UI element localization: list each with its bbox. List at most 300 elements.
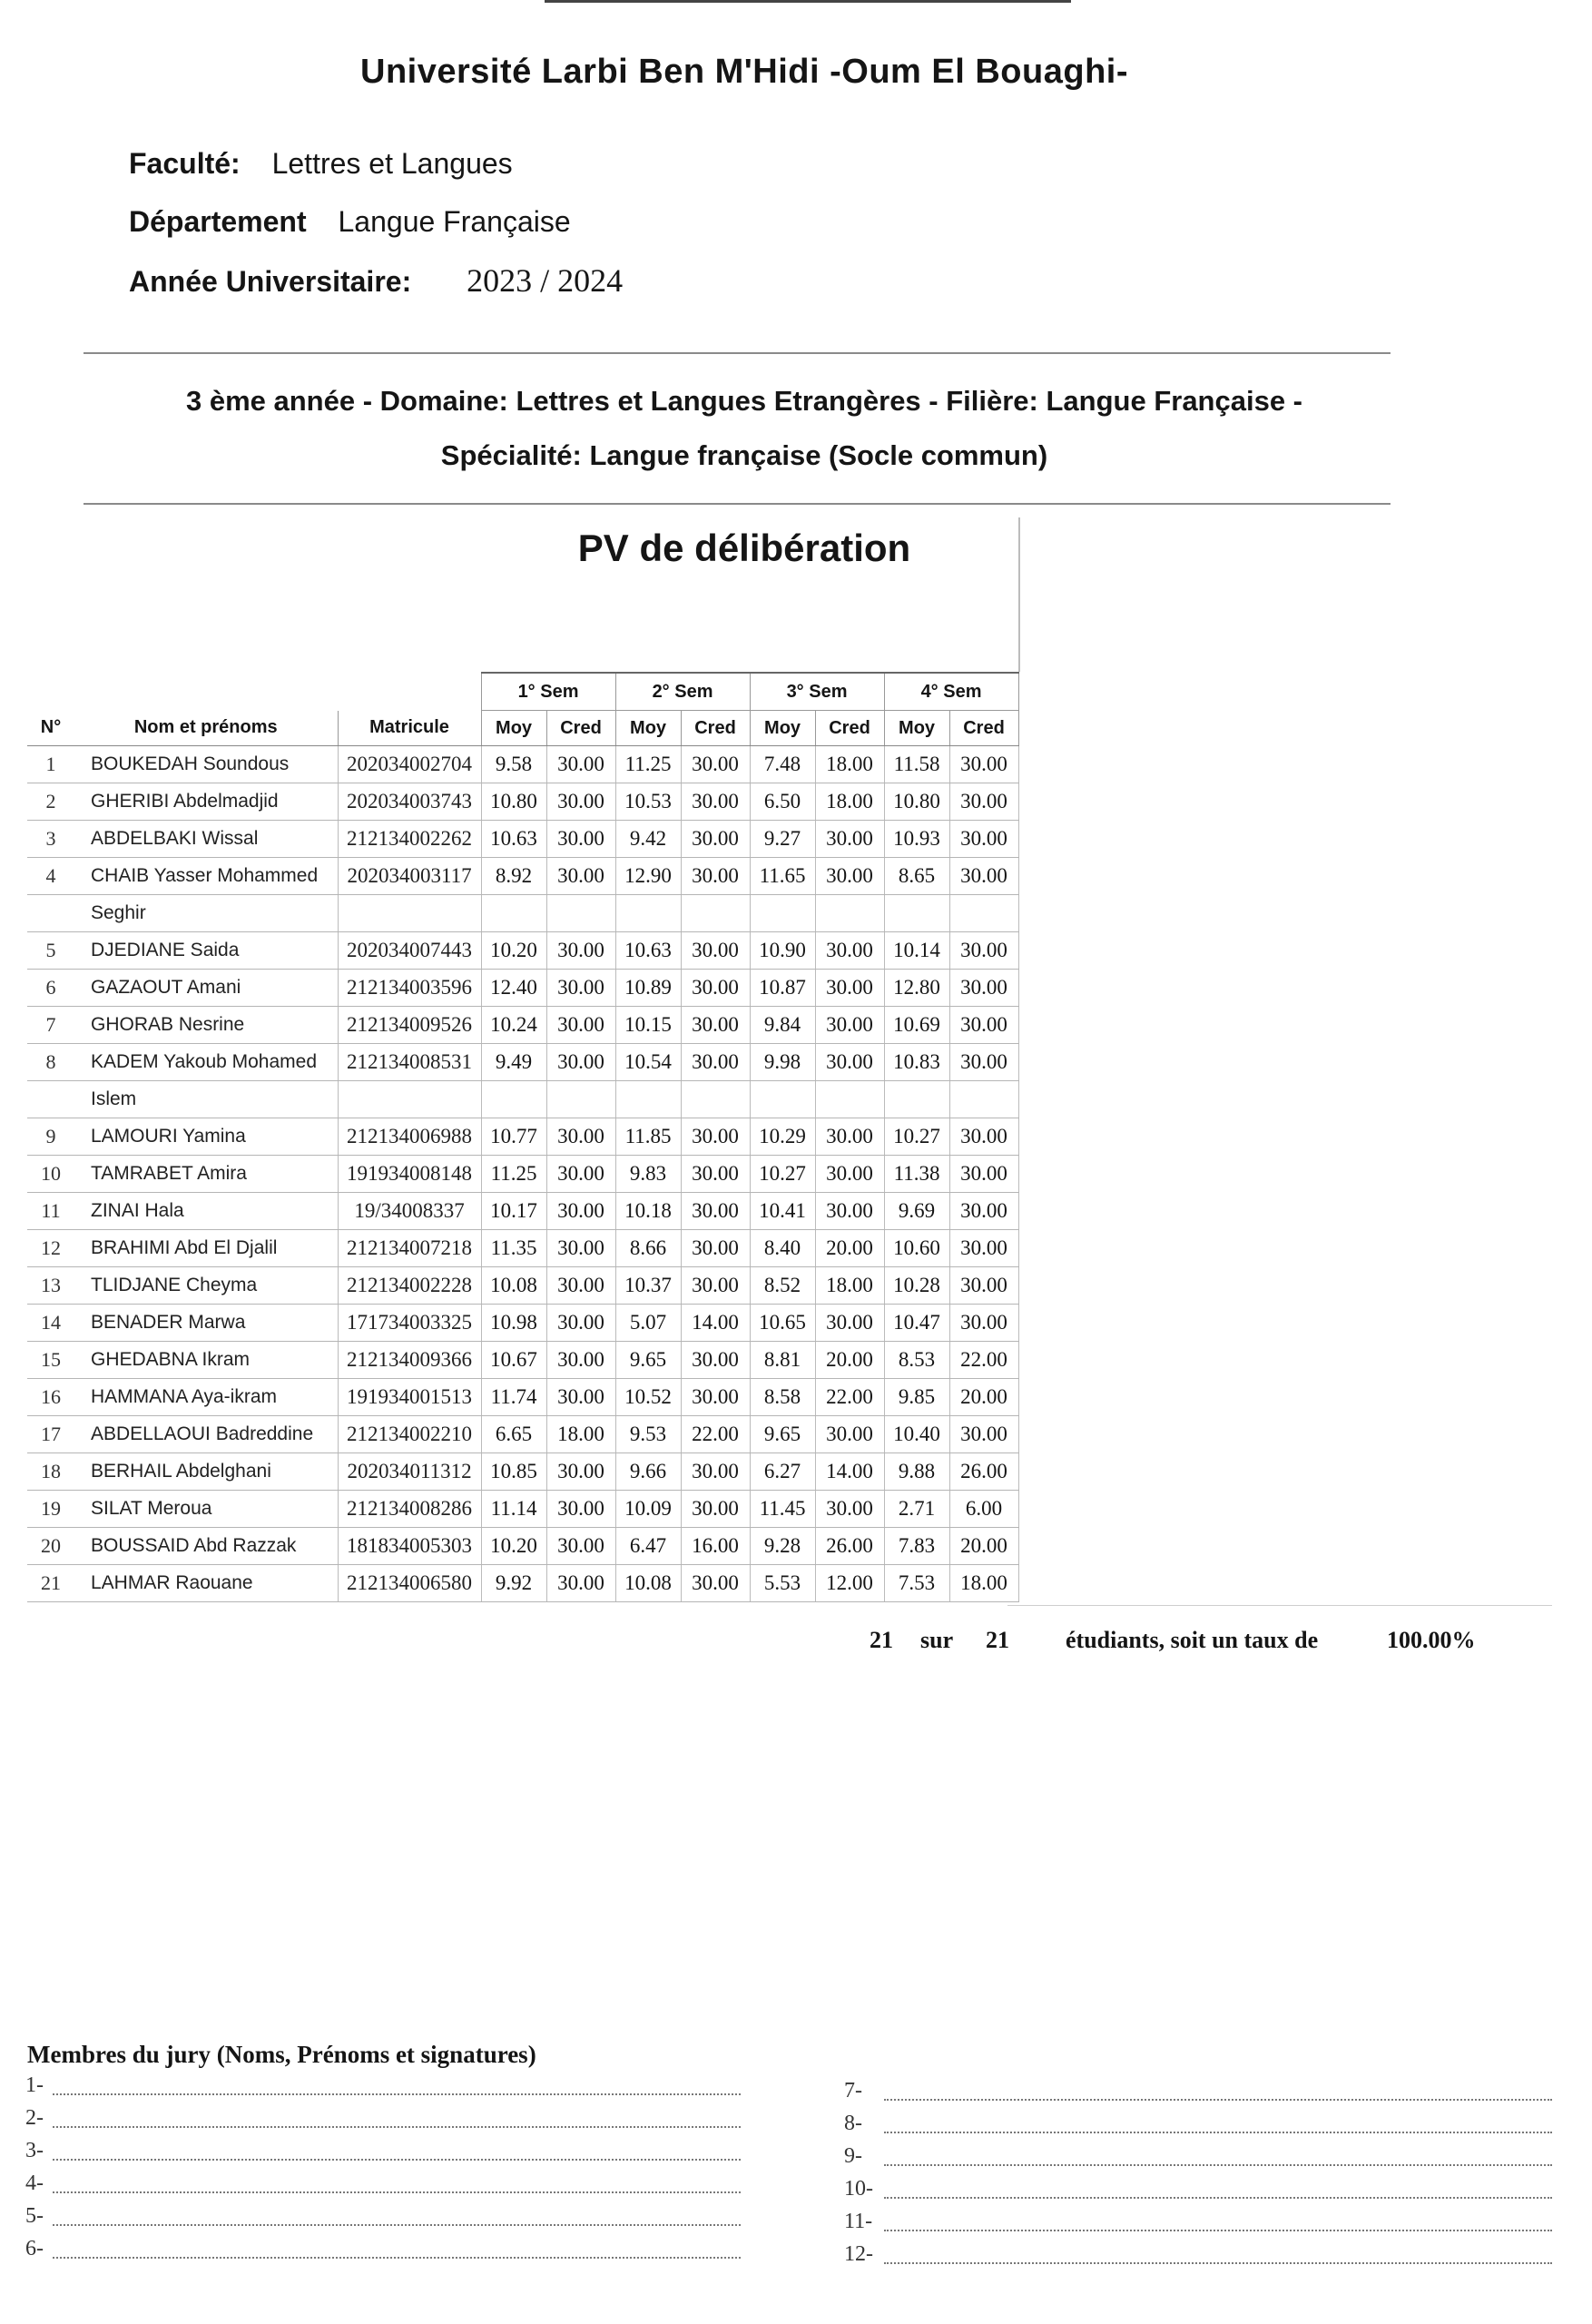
jury-member-line [844,2242,873,2267]
jury-member-line [25,2237,44,2261]
header-divider [84,352,1391,354]
table-row [27,1342,1018,1379]
moy-cell: 6.27 [750,1453,815,1491]
cred-cell: 30.00 [949,1007,1018,1044]
cred-cell: 26.00 [949,1453,1018,1491]
moy-cell: 9.28 [750,1528,815,1565]
cred-cell: 22.00 [949,1342,1018,1379]
moy-cell: 11.38 [884,1156,949,1193]
matricule: 212134008531 [338,1044,481,1081]
jury-member-line [25,2139,44,2163]
moy-cell: 10.54 [615,1044,681,1081]
col-cred-header: Cred [949,711,1018,746]
moy-cell: 2.71 [884,1491,949,1528]
semester-header-row [27,673,1018,711]
cred-cell: 30.00 [546,1044,615,1081]
row-number: 10 [27,1156,74,1193]
cred-cell: 30.00 [681,1230,750,1267]
col-matricule-header: Matricule [338,711,481,746]
student-name: ABDELLAOUI Badreddine [74,1416,338,1453]
moy-cell: 10.29 [750,1118,815,1156]
cred-cell: 30.00 [815,970,884,1007]
moy-cell: 10.53 [615,783,681,821]
student-name: CHAIB Yasser Mohammed [74,858,338,895]
moy-cell: 9.84 [750,1007,815,1044]
moy-cell: 6.50 [750,783,815,821]
table-row [27,1416,1018,1453]
moy-cell: 8.81 [750,1342,815,1379]
cred-cell: 26.00 [815,1528,884,1565]
student-name: BENADER Marwa [74,1305,338,1342]
cred-cell: 30.00 [681,1565,750,1602]
table-row [27,783,1018,821]
moy-cell: 10.24 [481,1007,546,1044]
student-name: TAMRABET Amira [74,1156,338,1193]
jury-member-line [25,2171,44,2196]
row-number: 2 [27,783,74,821]
cred-cell: 16.00 [681,1528,750,1565]
cred-cell: 30.00 [681,1007,750,1044]
row-number: 21 [27,1565,74,1602]
moy-cell: 10.27 [884,1118,949,1156]
jury-line-number: 8- [844,2112,862,2135]
cred-cell: 30.00 [949,1044,1018,1081]
signature-dotted-line [53,2126,741,2128]
cred-cell: 30.00 [546,1528,615,1565]
jury-line-number: 6- [25,2237,44,2260]
moy-cell: 9.88 [884,1453,949,1491]
cred-cell: 30.00 [681,1044,750,1081]
row-number: 3 [27,821,74,858]
cred-cell: 30.00 [546,1491,615,1528]
student-name: HAMMANA Aya-ikram [74,1379,338,1416]
moy-cell: 9.27 [750,821,815,858]
moy-cell: 11.58 [884,746,949,783]
moy-cell: 10.93 [884,821,949,858]
cred-cell: 30.00 [681,1491,750,1528]
matricule: 212134002210 [338,1416,481,1453]
moy-cell: 10.98 [481,1305,546,1342]
moy-cell: 8.92 [481,858,546,895]
moy-cell: 9.92 [481,1565,546,1602]
moy-cell: 8.40 [750,1230,815,1267]
table-row [27,821,1018,858]
table-row-continuation [27,895,1018,932]
student-name: BOUKEDAH Soundous [74,746,338,783]
cred-cell: 30.00 [949,858,1018,895]
matricule: 19/34008337 [338,1193,481,1230]
cred-cell: 30.00 [815,932,884,970]
jury-member-line [844,2112,862,2136]
moy-cell: 8.58 [750,1379,815,1416]
moy-cell: 11.25 [481,1156,546,1193]
jury-member-line [844,2177,873,2201]
cred-cell: 30.00 [681,1193,750,1230]
cred-cell: 30.00 [815,1305,884,1342]
cred-cell: 30.00 [546,1305,615,1342]
col-moy-header: Moy [884,711,949,746]
cred-cell: 30.00 [681,1118,750,1156]
margin-rule [1018,517,1020,672]
table-row [27,1565,1018,1602]
row-number: 20 [27,1528,74,1565]
table-row [27,932,1018,970]
cred-cell: 30.00 [546,970,615,1007]
jury-member-line [844,2079,862,2103]
cred-cell: 30.00 [949,746,1018,783]
moy-cell: 10.40 [884,1416,949,1453]
student-name: GHEDABNA Ikram [74,1342,338,1379]
cred-cell: 30.00 [949,1267,1018,1305]
moy-cell: 10.90 [750,932,815,970]
annee-row [129,261,623,300]
cred-cell: 14.00 [681,1305,750,1342]
student-name: SILAT Meroua [74,1491,338,1528]
jury-line-number: 10- [844,2177,873,2201]
moy-cell: 9.83 [615,1156,681,1193]
cred-cell: 30.00 [681,1453,750,1491]
cred-cell: 30.00 [949,1230,1018,1267]
moy-cell: 10.65 [750,1305,815,1342]
cred-cell: 30.00 [815,1118,884,1156]
cred-cell: 30.00 [546,783,615,821]
matricule: 171734003325 [338,1305,481,1342]
moy-cell: 8.65 [884,858,949,895]
cred-cell: 30.00 [949,932,1018,970]
moy-cell: 10.17 [481,1193,546,1230]
moy-cell: 10.47 [884,1305,949,1342]
jury-line-number: 5- [25,2204,44,2228]
moy-cell: 10.63 [615,932,681,970]
col-name-header: Nom et prénoms [74,711,338,746]
cred-cell: 30.00 [949,1193,1018,1230]
moy-cell: 10.89 [615,970,681,1007]
moy-cell: 6.47 [615,1528,681,1565]
cred-cell: 30.00 [681,821,750,858]
table-row [27,1044,1018,1081]
signature-dotted-line [53,2224,741,2226]
student-name: LAHMAR Raouane [74,1565,338,1602]
cred-cell: 30.00 [949,783,1018,821]
moy-cell: 9.69 [884,1193,949,1230]
sem-2-header: 2° Sem [615,673,750,711]
moy-cell: 8.53 [884,1342,949,1379]
matricule: 212134007218 [338,1230,481,1267]
moy-cell: 11.25 [615,746,681,783]
moy-cell: 12.40 [481,970,546,1007]
student-name: BOUSSAID Abd Razzak [74,1528,338,1565]
cred-cell: 30.00 [546,1007,615,1044]
student-name: ZINAI Hala [74,1193,338,1230]
moy-cell: 10.14 [884,932,949,970]
moy-cell: 10.37 [615,1267,681,1305]
row-number: 8 [27,1044,74,1081]
moy-cell: 10.80 [481,783,546,821]
cred-cell: 20.00 [815,1230,884,1267]
summary-text: étudiants, soit un taux de [1066,1627,1319,1653]
cred-cell: 18.00 [815,783,884,821]
signature-dotted-line [53,2257,741,2259]
matricule: 212134009366 [338,1342,481,1379]
cred-cell: 30.00 [949,821,1018,858]
table-row [27,1491,1018,1528]
row-number: 13 [27,1267,74,1305]
cred-cell: 30.00 [546,1379,615,1416]
moy-cell: 9.42 [615,821,681,858]
matricule: 212134009526 [338,1007,481,1044]
matricule: 212134002262 [338,821,481,858]
cred-cell: 30.00 [815,1491,884,1528]
summary-rate: 100.00% [1387,1627,1476,1653]
departement-value: Langue Française [338,205,571,238]
moy-cell: 9.65 [750,1416,815,1453]
annee-value: 2023 / 2024 [467,262,624,299]
jury-member-line [25,2106,44,2131]
table-row [27,858,1018,895]
moy-cell: 10.09 [615,1491,681,1528]
cred-cell: 30.00 [815,1007,884,1044]
moy-cell: 8.66 [615,1230,681,1267]
jury-line-number: 7- [844,2079,862,2102]
cred-cell: 30.00 [546,1565,615,1602]
row-number: 1 [27,746,74,783]
column-header-row [27,711,1018,746]
cred-cell: 22.00 [681,1416,750,1453]
cred-cell: 30.00 [546,1230,615,1267]
row-number: 6 [27,970,74,1007]
table-row-continuation [27,1081,1018,1118]
student-name: BERHAIL Abdelghani [74,1453,338,1491]
cred-cell: 20.00 [815,1342,884,1379]
moy-cell: 5.53 [750,1565,815,1602]
student-name: KADEM Yakoub Mohamed [74,1044,338,1081]
departement-row [129,205,571,239]
row-number: 17 [27,1416,74,1453]
cred-cell: 12.00 [815,1565,884,1602]
col-moy-header: Moy [615,711,681,746]
moy-cell: 11.85 [615,1118,681,1156]
moy-cell: 10.85 [481,1453,546,1491]
cred-cell: 20.00 [949,1528,1018,1565]
signature-dotted-line [884,2197,1552,2199]
table-row [27,1230,1018,1267]
student-name: LAMOURI Yamina [74,1118,338,1156]
table-row [27,1193,1018,1230]
moy-cell: 10.77 [481,1118,546,1156]
matricule: 202034002704 [338,746,481,783]
jury-line-number: 9- [844,2144,862,2168]
row-number: 9 [27,1118,74,1156]
cred-cell: 30.00 [815,1193,884,1230]
matricule: 191934001513 [338,1379,481,1416]
university-title: Université Larbi Ben M'Hidi -Oum El Bouaghi- [360,53,1128,91]
moy-cell: 7.53 [884,1565,949,1602]
student-rows [27,746,1018,1602]
summary-total: 21 [986,1627,1009,1653]
cred-cell: 30.00 [681,932,750,970]
jury-member-line [25,2204,44,2229]
table-row [27,1007,1018,1044]
summary-count: 21 [870,1627,893,1653]
moy-cell: 10.80 [884,783,949,821]
moy-cell: 11.45 [750,1491,815,1528]
moy-cell: 9.58 [481,746,546,783]
cred-cell: 6.00 [949,1491,1018,1528]
moy-cell: 10.83 [884,1044,949,1081]
moy-cell: 10.52 [615,1379,681,1416]
cred-cell: 14.00 [815,1453,884,1491]
col-cred-header: Cred [546,711,615,746]
program-divider [84,503,1391,505]
table-row [27,1379,1018,1416]
cred-cell: 30.00 [546,1267,615,1305]
moy-cell: 11.65 [750,858,815,895]
moy-cell: 9.49 [481,1044,546,1081]
cred-cell: 30.00 [949,1156,1018,1193]
moy-cell: 10.20 [481,1528,546,1565]
jury-member-line [25,2073,44,2098]
col-moy-header: Moy [481,711,546,746]
student-name: BRAHIMI Abd El Djalil [74,1230,338,1267]
cred-cell: 30.00 [546,1118,615,1156]
student-name: GAZAOUT Amani [74,970,338,1007]
moy-cell: 10.63 [481,821,546,858]
cred-cell: 30.00 [815,858,884,895]
cred-cell: 30.00 [949,1416,1018,1453]
moy-cell: 10.08 [481,1267,546,1305]
cred-cell: 30.00 [681,1379,750,1416]
table-row [27,1528,1018,1565]
jury-title: Membres du jury (Noms, Prénoms et signatures) [27,2041,536,2068]
table-end-rule [1007,1605,1552,1606]
sem-4-header: 4° Sem [884,673,1018,711]
table-row [27,1267,1018,1305]
moy-cell: 7.48 [750,746,815,783]
moy-cell: 12.80 [884,970,949,1007]
jury-line-number: 3- [25,2139,44,2162]
cred-cell: 18.00 [815,1267,884,1305]
matricule: 202034011312 [338,1453,481,1491]
jury-line-number: 1- [25,2073,44,2097]
row-number: 7 [27,1007,74,1044]
cred-cell: 30.00 [681,970,750,1007]
row-number: 12 [27,1230,74,1267]
student-name-continuation: Islem [74,1081,338,1118]
cred-cell: 30.00 [949,1118,1018,1156]
cred-cell: 30.00 [546,932,615,970]
student-name-continuation: Seghir [74,895,338,932]
moy-cell: 10.60 [884,1230,949,1267]
matricule: 202034007443 [338,932,481,970]
cred-cell: 30.00 [546,1193,615,1230]
table-row [27,746,1018,783]
faculte-value: Lettres et Langues [271,147,513,180]
row-number: 16 [27,1379,74,1416]
signature-dotted-line [884,2132,1552,2133]
jury-member-line [844,2210,872,2234]
moy-cell: 10.27 [750,1156,815,1193]
sem-3-header: 3° Sem [750,673,884,711]
matricule: 212134006580 [338,1565,481,1602]
student-name: DJEDIANE Saida [74,932,338,970]
jury-member-line [844,2144,862,2169]
top-edge-rule [545,0,1071,3]
col-cred-header: Cred [815,711,884,746]
student-name: GHORAB Nesrine [74,1007,338,1044]
matricule: 212134002228 [338,1267,481,1305]
moy-cell: 11.74 [481,1379,546,1416]
moy-cell: 10.41 [750,1193,815,1230]
cred-cell: 30.00 [546,1342,615,1379]
signature-dotted-line [53,2191,741,2193]
summary-sur: sur [920,1627,954,1653]
col-moy-header: Moy [750,711,815,746]
row-number: 14 [27,1305,74,1342]
matricule: 191934008148 [338,1156,481,1193]
matricule: 212134006988 [338,1118,481,1156]
moy-cell: 6.65 [481,1416,546,1453]
cred-cell: 30.00 [815,821,884,858]
signature-dotted-line [884,2099,1552,2101]
matricule: 212134008286 [338,1491,481,1528]
cred-cell: 30.00 [681,1267,750,1305]
matricule: 181834005303 [338,1528,481,1565]
faculte-label: Faculté: [129,147,241,180]
program-line-2: Spécialité: Langue française (Socle commun) [440,439,1048,471]
cred-cell: 30.00 [546,858,615,895]
signature-dotted-line [884,2262,1552,2264]
sem-1-header: 1° Sem [481,673,615,711]
moy-cell: 9.98 [750,1044,815,1081]
program-line-1: 3 ème année - Domaine: Lettres et Langues Etrangères - Filière: Langue Française - [185,385,1303,417]
col-num-header: N° [27,711,74,746]
cred-cell: 30.00 [681,1156,750,1193]
cred-cell: 18.00 [815,746,884,783]
moy-cell: 10.20 [481,932,546,970]
faculte-row [129,147,513,181]
cred-cell: 18.00 [949,1565,1018,1602]
matricule: 202034003743 [338,783,481,821]
signature-dotted-line [53,2159,741,2161]
col-cred-header: Cred [681,711,750,746]
cred-cell: 30.00 [546,746,615,783]
cred-cell: 30.00 [949,1305,1018,1342]
table-row [27,1118,1018,1156]
row-number: 15 [27,1342,74,1379]
pv-title: PV de délibération [577,527,911,569]
cred-cell: 30.00 [681,783,750,821]
cred-cell: 30.00 [815,1044,884,1081]
moy-cell: 10.08 [615,1565,681,1602]
annee-label: Année Universitaire: [129,265,412,298]
moy-cell: 10.18 [615,1193,681,1230]
moy-cell: 7.83 [884,1528,949,1565]
cred-cell: 20.00 [949,1379,1018,1416]
cred-cell: 30.00 [546,1156,615,1193]
cred-cell: 30.00 [681,746,750,783]
moy-cell: 10.28 [884,1267,949,1305]
jury-line-number: 2- [25,2106,44,2130]
cred-cell: 30.00 [949,970,1018,1007]
moy-cell: 11.35 [481,1230,546,1267]
deliberation-table [27,672,1019,1602]
row-number: 19 [27,1491,74,1528]
cred-cell: 18.00 [546,1416,615,1453]
jury-line-number: 4- [25,2171,44,2195]
table-row [27,1156,1018,1193]
cred-cell: 30.00 [681,1342,750,1379]
cred-cell: 22.00 [815,1379,884,1416]
